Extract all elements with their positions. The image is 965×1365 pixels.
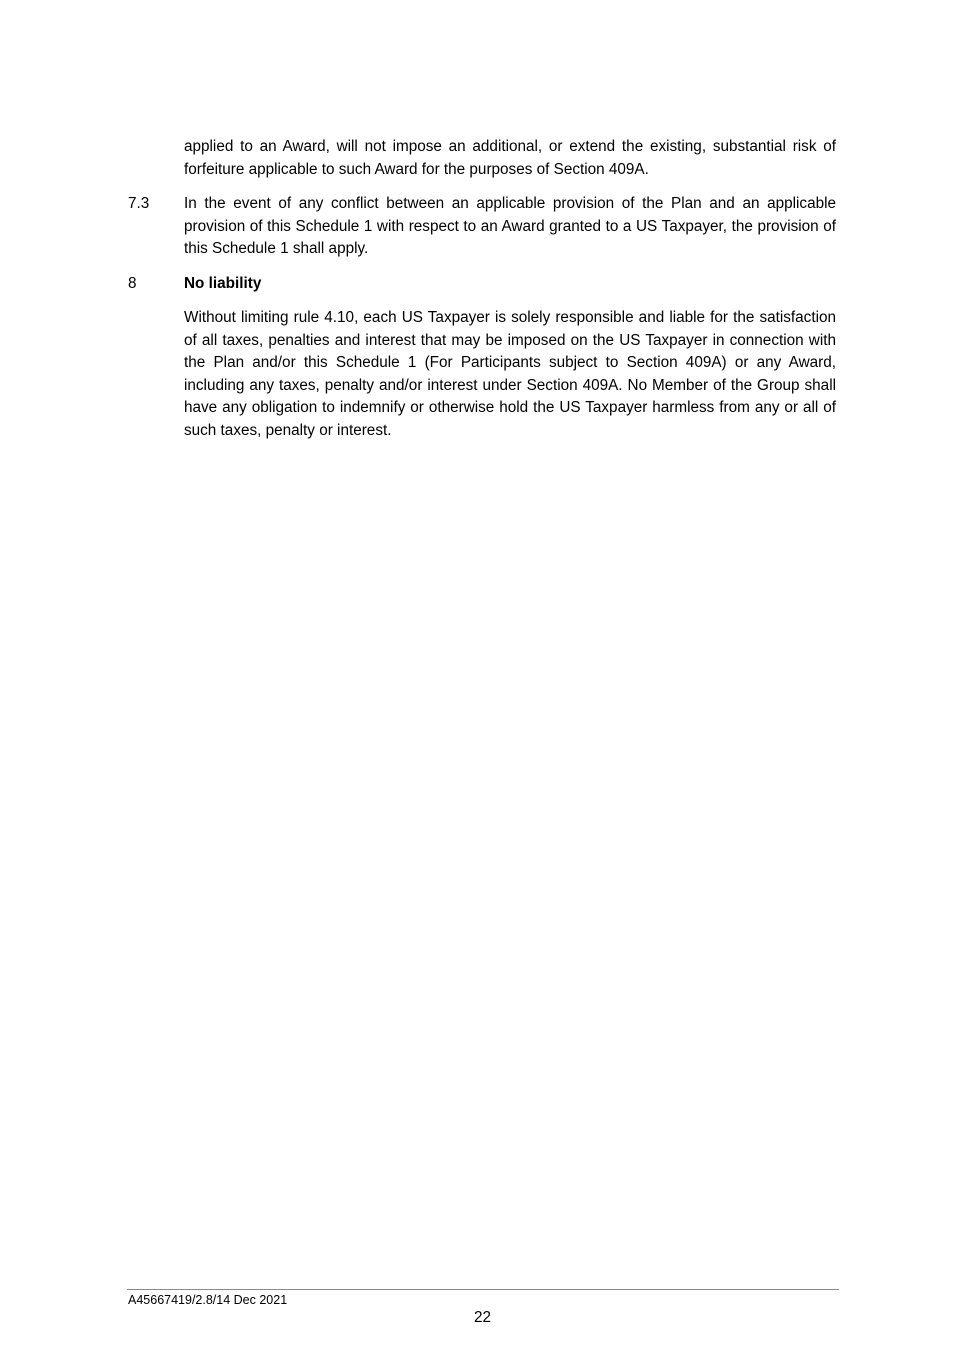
footer-document-reference: A45667419/2.8/14 Dec 2021: [128, 1293, 288, 1307]
footer-divider: [127, 1289, 839, 1290]
continuation-paragraph: applied to an Award, will not impose an additional, or extend the existing, substantial risk of forfeiture applicable to such Award for the purposes of Section 409A.: [184, 138, 836, 178]
clause-7-3-text: In the event of any conflict between an applicable provision of the Plan and an applicable provision of this Schedule 1 with respect to an Award granted to a US Taxpayer, the provision of this Schedule 1 shall apply.: [184, 195, 836, 258]
section-8-text: Without limiting rule 4.10, each US Taxpayer is solely responsible and liable for the satisfaction of all taxes, penalties and interest that may be imposed on the US Taxpayer in connection with the Plan and/or this Schedule 1 (For Participants subject to Section 409A) or any Award, including any taxes, penalty and/or interest under Section 409A. No Member of the Group shall have any obligation to indemnify or otherwise hold the US Taxpayer harmless from any or all of such taxes, penalty or interest.: [184, 309, 836, 439]
page-number: 22: [473, 1309, 491, 1326]
section-8-heading: No liability: [184, 275, 262, 292]
clause-number-7-3: 7.3: [128, 195, 150, 212]
section-number-8: 8: [128, 275, 137, 292]
